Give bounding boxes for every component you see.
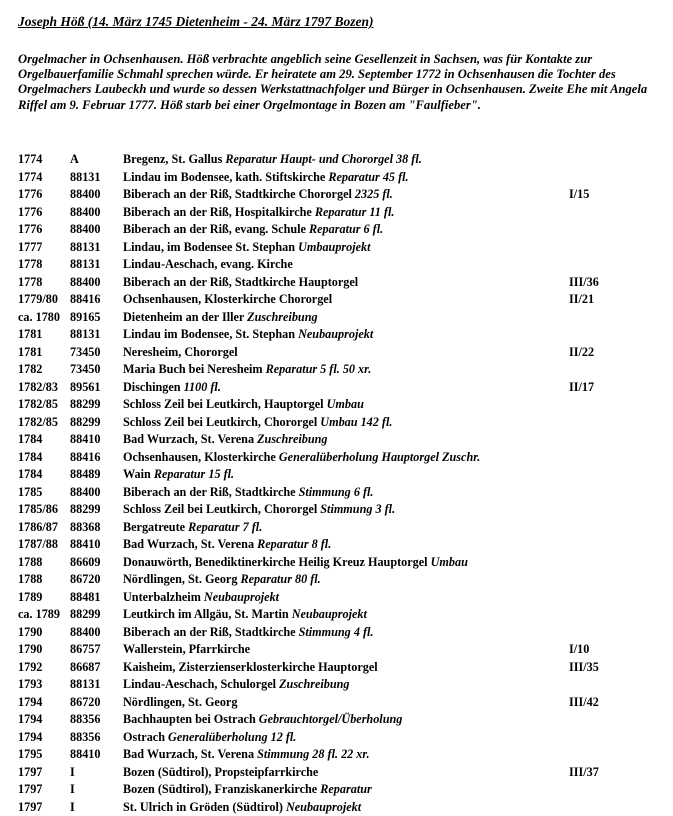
row-manuals-stops: II/21 bbox=[569, 291, 594, 309]
row-postcode: 88400 bbox=[70, 624, 100, 642]
row-year: ca. 1780 bbox=[18, 309, 60, 327]
row-place bbox=[123, 694, 237, 712]
table-row bbox=[18, 466, 668, 484]
row-work-note: Neubauprojekt bbox=[298, 327, 373, 341]
row-year: 1774 bbox=[18, 169, 42, 187]
row-place bbox=[123, 781, 372, 799]
table-row bbox=[18, 519, 668, 537]
row-year: 1776 bbox=[18, 221, 42, 239]
row-postcode: 88416 bbox=[70, 449, 100, 467]
row-postcode: I bbox=[70, 799, 75, 816]
row-work-note: Umbau 142 fl. bbox=[320, 415, 392, 429]
row-place bbox=[123, 414, 392, 432]
table-row bbox=[18, 344, 668, 362]
table-row bbox=[18, 694, 668, 712]
table-row bbox=[18, 624, 668, 642]
row-year: 1777 bbox=[18, 239, 42, 257]
row-postcode: 88410 bbox=[70, 536, 100, 554]
row-place-text: Dietenheim an der Iller bbox=[123, 310, 247, 324]
row-year: 1794 bbox=[18, 729, 42, 747]
row-year: 1784 bbox=[18, 449, 42, 467]
table-row bbox=[18, 746, 668, 764]
row-work-note: Umbau bbox=[431, 555, 468, 569]
row-place bbox=[123, 519, 262, 537]
row-work-note: Reparatur 80 fl. bbox=[240, 572, 320, 586]
row-year: 1789 bbox=[18, 589, 42, 607]
row-manuals-stops: II/22 bbox=[569, 344, 594, 362]
row-postcode: 88400 bbox=[70, 186, 100, 204]
row-year: 1790 bbox=[18, 624, 42, 642]
row-work-note: Stimmung 4 fl. bbox=[299, 625, 374, 639]
row-place-text: Bergatreute bbox=[123, 520, 188, 534]
row-year: 1774 bbox=[18, 151, 42, 169]
row-place bbox=[123, 589, 279, 607]
row-place bbox=[123, 326, 373, 344]
row-year: ca. 1789 bbox=[18, 606, 60, 624]
row-postcode: 88356 bbox=[70, 729, 100, 747]
row-postcode: 88299 bbox=[70, 396, 100, 414]
row-postcode: 89165 bbox=[70, 309, 100, 327]
table-row bbox=[18, 571, 668, 589]
row-postcode: 88131 bbox=[70, 256, 100, 274]
row-place bbox=[123, 641, 250, 659]
row-manuals-stops: III/37 bbox=[569, 764, 599, 782]
row-postcode: 88416 bbox=[70, 291, 100, 309]
row-place bbox=[123, 396, 364, 414]
row-work-note: Gebrauchtorgel/Überholung bbox=[259, 712, 403, 726]
row-postcode: I bbox=[70, 781, 75, 799]
row-place bbox=[123, 344, 238, 362]
row-work-note: Reparatur 15 fl. bbox=[154, 467, 234, 481]
row-postcode: 86757 bbox=[70, 641, 100, 659]
row-place bbox=[123, 221, 383, 239]
table-row bbox=[18, 781, 668, 799]
row-postcode: 88481 bbox=[70, 589, 100, 607]
row-year: 1782/85 bbox=[18, 414, 58, 432]
row-place-text: Bachhaupten bei Ostrach bbox=[123, 712, 259, 726]
table-row bbox=[18, 361, 668, 379]
row-manuals-stops: III/35 bbox=[569, 659, 599, 677]
table-row bbox=[18, 589, 668, 607]
table-row bbox=[18, 151, 668, 169]
row-year: 1785 bbox=[18, 484, 42, 502]
table-row bbox=[18, 169, 668, 187]
row-place bbox=[123, 291, 332, 309]
row-postcode: 88400 bbox=[70, 484, 100, 502]
row-place-text: Maria Buch bei Neresheim bbox=[123, 362, 266, 376]
row-work-note: Stimmung 28 fl. 22 xr. bbox=[257, 747, 369, 761]
row-work-note: Stimmung 3 fl. bbox=[320, 502, 395, 516]
row-work-note: Stimmung 6 fl. bbox=[299, 485, 374, 499]
row-year: 1788 bbox=[18, 554, 42, 572]
row-place-text: Ochsenhausen, Klosterkirche Chororgel bbox=[123, 292, 332, 306]
row-year: 1778 bbox=[18, 274, 42, 292]
row-postcode: 88131 bbox=[70, 169, 100, 187]
row-year: 1793 bbox=[18, 676, 42, 694]
row-postcode: 88400 bbox=[70, 204, 100, 222]
row-work-note: Reparatur 8 fl. bbox=[257, 537, 331, 551]
table-row bbox=[18, 729, 668, 747]
row-postcode: 86687 bbox=[70, 659, 100, 677]
row-year: 1782 bbox=[18, 361, 42, 379]
row-postcode: 86720 bbox=[70, 694, 100, 712]
table-row bbox=[18, 291, 668, 309]
row-postcode: 73450 bbox=[70, 344, 100, 362]
row-place-text: Biberach an der Riß, Stadtkirche bbox=[123, 625, 299, 639]
row-place-text: Wallerstein, Pfarrkirche bbox=[123, 642, 250, 656]
row-place bbox=[123, 764, 318, 782]
row-place-text: Biberach an der Riß, Hospitalkirche bbox=[123, 205, 315, 219]
row-place bbox=[123, 659, 378, 677]
row-postcode: 86720 bbox=[70, 571, 100, 589]
row-work-note: Reparatur 5 fl. 50 xr. bbox=[266, 362, 372, 376]
row-year: 1784 bbox=[18, 431, 42, 449]
table-row bbox=[18, 379, 668, 397]
row-place bbox=[123, 151, 422, 169]
row-place bbox=[123, 239, 371, 257]
row-manuals-stops: I/15 bbox=[569, 186, 589, 204]
row-place-text: Nördlingen, St. Georg bbox=[123, 572, 240, 586]
table-row bbox=[18, 449, 668, 467]
row-year: 1779/80 bbox=[18, 291, 58, 309]
row-place-text: Nördlingen, St. Georg bbox=[123, 695, 237, 709]
row-place-text: Lindau-Aeschach, Schulorgel bbox=[123, 677, 279, 691]
row-work-note: 1100 fl. bbox=[184, 380, 221, 394]
row-place-text: Wain bbox=[123, 467, 154, 481]
table-row bbox=[18, 204, 668, 222]
row-year: 1784 bbox=[18, 466, 42, 484]
row-work-note: Zuschreibung bbox=[247, 310, 317, 324]
row-place bbox=[123, 431, 328, 449]
row-place-text: Bad Wurzach, St. Verena bbox=[123, 537, 257, 551]
table-row bbox=[18, 484, 668, 502]
row-work-note: Umbauprojekt bbox=[298, 240, 370, 254]
table-row bbox=[18, 711, 668, 729]
row-work-note: Reparatur 6 fl. bbox=[309, 222, 383, 236]
row-place-text: Bozen (Südtirol), Propsteipfarrkirche bbox=[123, 765, 318, 779]
row-place bbox=[123, 361, 371, 379]
row-place-text: Biberach an der Riß, Stadtkirche Chororgel bbox=[123, 187, 355, 201]
row-manuals-stops: III/42 bbox=[569, 694, 599, 712]
row-year: 1792 bbox=[18, 659, 42, 677]
row-year: 1785/86 bbox=[18, 501, 58, 519]
row-work-note: Reparatur 7 fl. bbox=[188, 520, 262, 534]
row-place bbox=[123, 624, 373, 642]
row-year: 1788 bbox=[18, 571, 42, 589]
row-work-note: Reparatur Haupt- und Chororgel 38 fl. bbox=[225, 152, 421, 166]
row-place-text: Lindau, im Bodensee St. Stephan bbox=[123, 240, 298, 254]
row-place bbox=[123, 309, 318, 327]
table-row bbox=[18, 221, 668, 239]
row-year: 1797 bbox=[18, 781, 42, 799]
row-place bbox=[123, 711, 402, 729]
row-postcode: 88368 bbox=[70, 519, 100, 537]
row-place-text: Schloss Zeil bei Leutkirch, Chororgel bbox=[123, 502, 320, 516]
row-place bbox=[123, 799, 361, 816]
row-place bbox=[123, 606, 367, 624]
row-place-text: Ostrach bbox=[123, 730, 168, 744]
table-row bbox=[18, 431, 668, 449]
table-row bbox=[18, 501, 668, 519]
row-place-text: Leutkirch im Allgäu, St. Martin bbox=[123, 607, 292, 621]
row-year: 1786/87 bbox=[18, 519, 58, 537]
row-year: 1782/85 bbox=[18, 396, 58, 414]
table-row bbox=[18, 799, 668, 816]
row-place bbox=[123, 676, 350, 694]
row-manuals-stops: I/10 bbox=[569, 641, 589, 659]
row-place bbox=[123, 554, 468, 572]
page-title: Joseph Höß (14. März 1745 Dietenheim - 24. März 1797 Bozen) bbox=[18, 14, 374, 30]
row-postcode: 88489 bbox=[70, 466, 100, 484]
row-place bbox=[123, 204, 394, 222]
row-place-text: St. Ulrich in Gröden (Südtirol) bbox=[123, 800, 286, 814]
row-place-text: Bad Wurzach, St. Verena bbox=[123, 432, 257, 446]
row-place-text: Bozen (Südtirol), Franziskanerkirche bbox=[123, 782, 320, 796]
row-year: 1787/88 bbox=[18, 536, 58, 554]
row-year: 1781 bbox=[18, 326, 42, 344]
table-row bbox=[18, 764, 668, 782]
row-postcode: 86609 bbox=[70, 554, 100, 572]
works-table bbox=[18, 151, 668, 816]
row-place-text: Lindau im Bodensee, St. Stephan bbox=[123, 327, 298, 341]
row-work-note: Zuschreibung bbox=[257, 432, 327, 446]
row-year: 1795 bbox=[18, 746, 42, 764]
row-place bbox=[123, 746, 370, 764]
table-row bbox=[18, 256, 668, 274]
row-place-text: Donauwörth, Benediktinerkirche Heilig Kreuz Hauptorgel bbox=[123, 555, 431, 569]
row-postcode: 88400 bbox=[70, 221, 100, 239]
row-place-text: Biberach an der Riß, Stadtkirche bbox=[123, 485, 299, 499]
table-row bbox=[18, 274, 668, 292]
row-place-text: Dischingen bbox=[123, 380, 184, 394]
row-place bbox=[123, 571, 321, 589]
table-row bbox=[18, 536, 668, 554]
row-postcode: 88299 bbox=[70, 606, 100, 624]
row-place bbox=[123, 274, 358, 292]
row-postcode: I bbox=[70, 764, 75, 782]
row-manuals-stops: II/17 bbox=[569, 379, 594, 397]
row-work-note: Zuschreibung bbox=[279, 677, 349, 691]
row-place bbox=[123, 501, 395, 519]
row-place bbox=[123, 169, 409, 187]
row-manuals-stops: III/36 bbox=[569, 274, 599, 292]
row-year: 1778 bbox=[18, 256, 42, 274]
row-postcode: 88410 bbox=[70, 431, 100, 449]
row-place bbox=[123, 466, 234, 484]
row-work-note: Generalüberholung 12 fl. bbox=[168, 730, 296, 744]
row-postcode: 88299 bbox=[70, 501, 100, 519]
row-place-text: Unterbalzheim bbox=[123, 590, 204, 604]
row-place-text: Bregenz, St. Gallus bbox=[123, 152, 225, 166]
table-row bbox=[18, 326, 668, 344]
row-year: 1776 bbox=[18, 204, 42, 222]
row-place-text: Schloss Zeil bei Leutkirch, Hauptorgel bbox=[123, 397, 327, 411]
row-year: 1797 bbox=[18, 764, 42, 782]
row-year: 1797 bbox=[18, 799, 42, 816]
row-postcode: 88410 bbox=[70, 746, 100, 764]
row-year: 1790 bbox=[18, 641, 42, 659]
table-row bbox=[18, 641, 668, 659]
row-place-text: Bad Wurzach, St. Verena bbox=[123, 747, 257, 761]
row-place-text: Biberach an der Riß, Stadtkirche Hauptorgel bbox=[123, 275, 358, 289]
row-place bbox=[123, 186, 393, 204]
row-year: 1781 bbox=[18, 344, 42, 362]
row-postcode: 89561 bbox=[70, 379, 100, 397]
row-place bbox=[123, 484, 373, 502]
row-postcode: 88131 bbox=[70, 676, 100, 694]
row-place bbox=[123, 256, 293, 274]
row-work-note: Neubauprojekt bbox=[292, 607, 367, 621]
row-year: 1776 bbox=[18, 186, 42, 204]
row-postcode: 88356 bbox=[70, 711, 100, 729]
row-work-note: Reparatur bbox=[320, 782, 371, 796]
row-work-note: Umbau bbox=[327, 397, 364, 411]
table-row bbox=[18, 554, 668, 572]
row-place-text: Lindau im Bodensee, kath. Stiftskirche bbox=[123, 170, 328, 184]
table-row bbox=[18, 606, 668, 624]
row-work-note: Generalüberholung Hauptorgel Zuschr. bbox=[279, 450, 480, 464]
row-work-note: Reparatur 11 fl. bbox=[315, 205, 395, 219]
row-place-text: Kaisheim, Zisterzienserklosterkirche Hauptorgel bbox=[123, 660, 378, 674]
row-place bbox=[123, 729, 296, 747]
table-row bbox=[18, 676, 668, 694]
row-work-note: Neubauprojekt bbox=[286, 800, 361, 814]
row-place-text: Biberach an der Riß, evang. Schule bbox=[123, 222, 309, 236]
row-postcode: 88131 bbox=[70, 239, 100, 257]
row-postcode: 88131 bbox=[70, 326, 100, 344]
row-place bbox=[123, 536, 331, 554]
table-row bbox=[18, 239, 668, 257]
row-postcode: A bbox=[70, 151, 79, 169]
row-work-note: Reparatur 45 fl. bbox=[328, 170, 408, 184]
row-place-text: Lindau-Aeschach, evang. Kirche bbox=[123, 257, 293, 271]
row-place bbox=[123, 449, 480, 467]
table-row bbox=[18, 186, 668, 204]
table-row bbox=[18, 396, 668, 414]
row-place-text: Ochsenhausen, Klosterkirche bbox=[123, 450, 279, 464]
table-row bbox=[18, 309, 668, 327]
row-postcode: 88299 bbox=[70, 414, 100, 432]
row-place-text: Schloss Zeil bei Leutkirch, Chororgel bbox=[123, 415, 320, 429]
row-place bbox=[123, 379, 221, 397]
row-work-note: Neubauprojekt bbox=[204, 590, 279, 604]
row-postcode: 88400 bbox=[70, 274, 100, 292]
table-row bbox=[18, 659, 668, 677]
row-postcode: 73450 bbox=[70, 361, 100, 379]
row-year: 1782/83 bbox=[18, 379, 58, 397]
intro-paragraph: Orgelmacher in Ochsenhausen. Höß verbrachte angeblich seine Gesellenzeit in Sachsen, was für Kontakte zur Orgelbauerfamilie Schmahl sprechen würde. Er heiratete am 29. September 1772 in Ochsenhausen die Tochter des Orgelmachers Laubeckh und wurde so dessen Werkstattnachfolger und Bürger in Ochsenhausen. Zweite Ehe mit Angela Riffel am 9. Februar 1777. Höß starb bei einer Orgelmontage in Bozen am "Faulfieber". bbox=[18, 52, 664, 113]
table-row bbox=[18, 414, 668, 432]
row-year: 1794 bbox=[18, 694, 42, 712]
row-place-text: Neresheim, Chororgel bbox=[123, 345, 238, 359]
row-work-note: 2325 fl. bbox=[355, 187, 393, 201]
row-year: 1794 bbox=[18, 711, 42, 729]
